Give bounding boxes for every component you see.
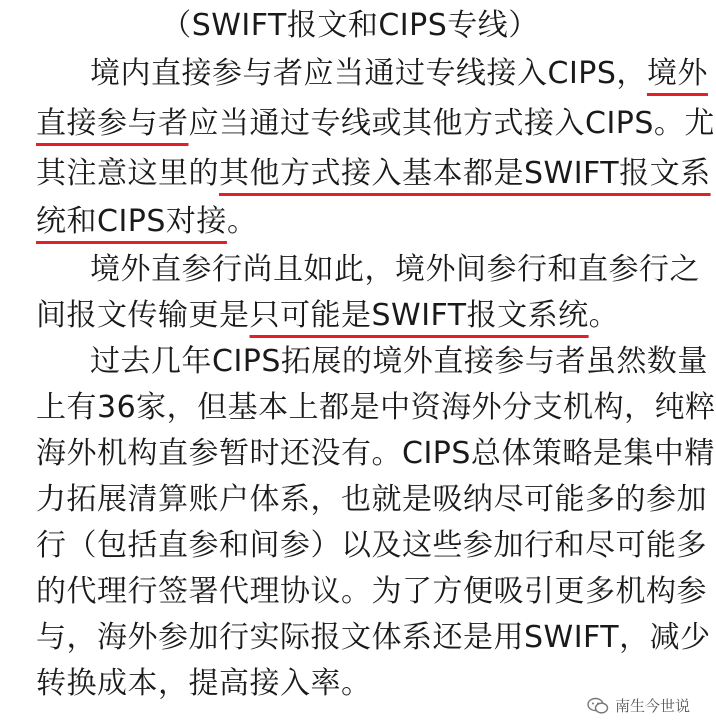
p3-line-8: 转换成本，提高接入率。 <box>36 666 372 701</box>
p3-line-4: 力拓展清算账户体系，也就是吸纳尽可能多的参加 <box>36 482 707 517</box>
p3-line-7: 与，海外参加行实际报文体系还是用SWIFT，减少 <box>36 620 711 655</box>
p3-line-5: 行（包括直参和间参）以及这些参加行和尽可能多 <box>36 528 707 563</box>
underlined-phrase: 直接参与者 <box>36 106 189 141</box>
watermark <box>587 695 690 716</box>
p1-line-4: 统和CIPS对接。 <box>36 204 258 239</box>
underlined-phrase: 统和CIPS对接 <box>36 204 227 239</box>
p1-line-3: 其注意这里的其他方式接入基本都是SWIFT报文系 <box>36 156 711 191</box>
wechat-icon <box>587 697 609 715</box>
p3-line-6: 的代理行签署代理协议。为了方便吸引更多机构参 <box>36 574 707 609</box>
p3-line-2: 上有36家，但基本上都是中资海外分支机构，纯粹 <box>36 390 716 425</box>
p3-line-3: 海外机构直参暂时还没有。CIPS总体策略是集中精 <box>36 436 715 471</box>
underlined-phrase: 其他方式接入基本都是SWIFT报文系 <box>219 156 711 191</box>
underlined-phrase: 境外 <box>646 56 708 91</box>
p1-line-1: 境内直接参与者应当通过专线接入CIPS，境外 <box>90 56 708 91</box>
p1-line-2: 直接参与者应当通过专线或其他方式接入CIPS。尤 <box>36 106 715 141</box>
p2-line-1: 境外直参行尚且如此，境外间参行和直参行之 <box>90 252 700 287</box>
p2-line-2: 间报文传输更是只可能是SWIFT报文系统。 <box>36 298 620 333</box>
page-title: （SWIFT报文和CIPS专线） <box>161 8 539 43</box>
p3-line-1: 过去几年CIPS拓展的境外直接参与者虽然数量 <box>90 344 708 379</box>
watermark-text: 南生今世说 <box>614 697 690 715</box>
underlined-phrase: 只可能是SWIFT报文系统 <box>249 298 589 333</box>
